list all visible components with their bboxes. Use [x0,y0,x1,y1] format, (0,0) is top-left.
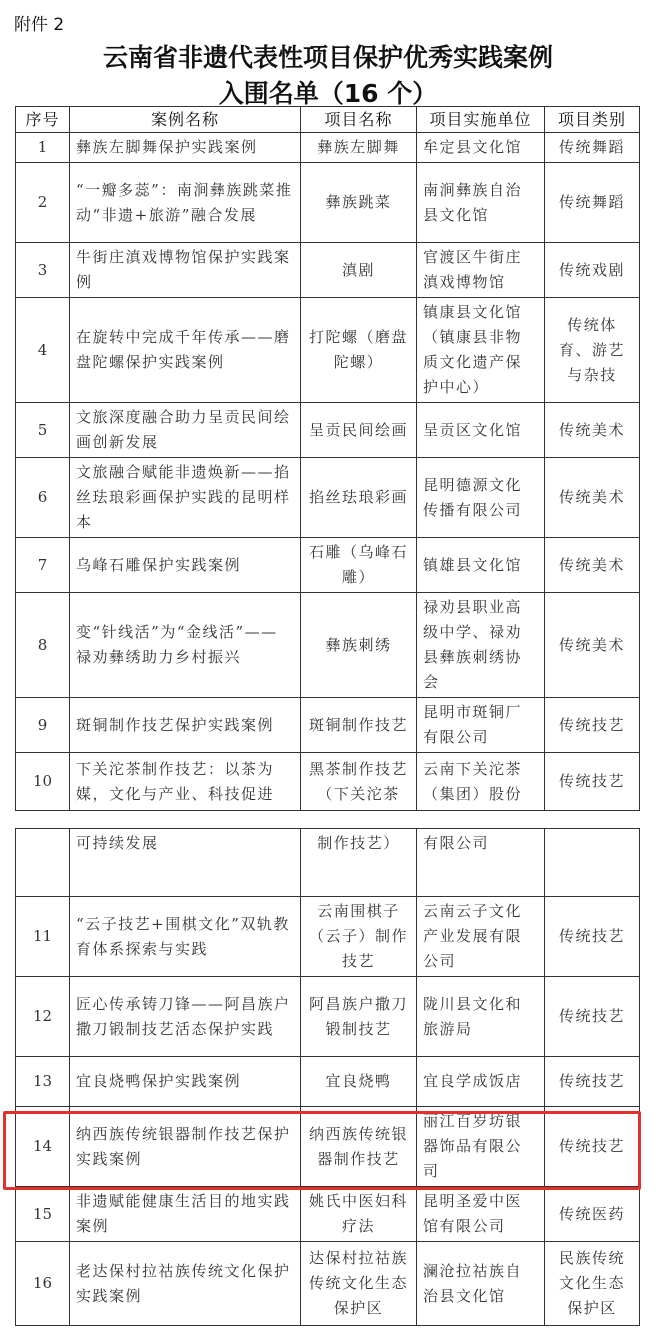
cell-no: 1 [16,133,70,163]
cell-category: 传统体育、游艺与杂技 [545,298,640,403]
cell-category: 传统舞蹈 [545,133,640,163]
cell-category: 传统美术 [545,593,640,698]
cell-no: 6 [16,458,70,538]
cell-category: 传统医药 [545,1187,640,1242]
table-header-row [16,107,640,133]
cell-project-name: 打陀螺（磨盘陀螺） [301,298,417,403]
cell-case-name: “一瓣多蕊”：南涧彝族跳菜推动“非遗+旅游”融合发展 [70,163,301,243]
cell-project-name: 掐丝珐琅彩画 [301,458,417,538]
table-row [16,163,640,243]
cell-project-name: 彝族刺绣 [301,593,417,698]
cell-case-name: 文旅深度融合助力呈贡民间绘画创新发展 [70,403,301,458]
cell-case-name: “云子技艺+围棋文化”双轨教育体系探索与实践 [70,897,301,977]
table-row [16,1242,640,1326]
cell-project-name: 宜良烧鸭 [301,1057,417,1107]
cell-case-name: 斑铜制作技艺保护实践案例 [70,698,301,753]
cell-category: 传统技艺 [545,698,640,753]
header-unit: 项目实施单位 [417,107,545,133]
cell-no: 3 [16,243,70,298]
cell-category: 传统技艺 [545,1057,640,1107]
table-row [16,1187,640,1242]
cell-case-name: 彝族左脚舞保护实践案例 [70,133,301,163]
page-break [0,818,656,828]
table-row [16,243,640,298]
cell-no: 14 [16,1107,70,1187]
cell-project-name: 纳西族传统银器制作技艺 [301,1107,417,1187]
cell-no: 8 [16,593,70,698]
table-row [16,1057,640,1107]
cell-unit: 镇康县文化馆（镇康县非物质文化遗产保护中心） [417,298,545,403]
cell-no: 7 [16,538,70,593]
cell-unit: 丽江百岁坊银器饰品有限公司 [417,1107,545,1187]
cell-case-name: 匠心传承铸刀锋——阿昌族户撒刀锻制技艺活态保护实践 [70,977,301,1057]
cell-project-name: 姚氏中医妇科疗法 [301,1187,417,1242]
cell-unit: 有限公司 [417,829,545,897]
cell-case-name: 乌峰石雕保护实践案例 [70,538,301,593]
table-row [16,753,640,811]
cell-project-name: 制作技艺） [301,829,417,897]
table-row [16,977,640,1057]
cell-case-name: 下关沱茶制作技艺：以茶为媒，文化与产业、科技促进 [70,753,301,811]
cell-case-name: 牛街庄滇戏博物馆保护实践案例 [70,243,301,298]
table-row [16,698,640,753]
header-no: 序号 [16,107,70,133]
cell-unit: 镇雄县文化馆 [417,538,545,593]
cell-category: 传统技艺 [545,753,640,811]
cell-project-name: 彝族跳菜 [301,163,417,243]
table-row [16,829,640,897]
cell-project-name: 斑铜制作技艺 [301,698,417,753]
cell-no: 5 [16,403,70,458]
cell-case-name: 非遗赋能健康生活目的地实践案例 [70,1187,301,1242]
case-list-table [15,106,640,811]
table-row [16,133,640,163]
cell-unit: 昆明市斑铜厂有限公司 [417,698,545,753]
header-category: 项目类别 [545,107,640,133]
cell-category: 传统舞蹈 [545,163,640,243]
cell-unit: 牟定县文化馆 [417,133,545,163]
cell-category: 传统美术 [545,403,640,458]
header-case-name: 案例名称 [70,107,301,133]
cell-unit: 澜沧拉祜族自治县文化馆 [417,1242,545,1326]
cell-unit: 云南下关沱茶（集团）股份 [417,753,545,811]
page-subtitle: 入围名单（16 个） [218,79,438,108]
cell-case-name: 宜良烧鸭保护实践案例 [70,1057,301,1107]
cell-category: 传统美术 [545,538,640,593]
cell-no: 15 [16,1187,70,1242]
cell-no: 4 [16,298,70,403]
cell-project-name: 彝族左脚舞 [301,133,417,163]
cell-case-name: 可持续发展 [70,829,301,897]
table-row [16,458,640,538]
cell-category: 民族传统文化生态保护区 [545,1242,640,1326]
cell-no: 9 [16,698,70,753]
table-row [16,298,640,403]
table-row [16,403,640,458]
cell-unit: 陇川县文化和旅游局 [417,977,545,1057]
table-row [16,897,640,977]
cell-project-name: 阿昌族户撒刀锻制技艺 [301,977,417,1057]
table-row [16,593,640,698]
cell-unit: 南涧彝族自治县文化馆 [417,163,545,243]
attachment-label: 附件 2 [14,15,65,35]
cell-category [545,829,640,897]
table-body-continued [16,829,640,1326]
cell-case-name: 变“针线活”为“金线活”——禄劝彝绣助力乡村振兴 [70,593,301,698]
cell-category: 传统技艺 [545,897,640,977]
table-body [16,133,640,811]
table-row [16,538,640,593]
cell-unit: 宜良学成饭店 [417,1057,545,1107]
cell-case-name: 在旋转中完成千年传承——磨盘陀螺保护实践案例 [70,298,301,403]
highlight-box [3,1111,641,1190]
cell-unit: 禄劝县职业高级中学、禄劝县彝族刺绣协会 [417,593,545,698]
cell-case-name: 文旅融合赋能非遗焕新——掐丝珐琅彩画保护实践的昆明样本 [70,458,301,538]
case-list-table-continued [15,828,640,1326]
cell-category: 传统戏剧 [545,243,640,298]
cell-project-name: 达保村拉祜族传统文化生态保护区 [301,1242,417,1326]
cell-project-name: 呈贡民间绘画 [301,403,417,458]
cell-unit: 昆明圣爱中医馆有限公司 [417,1187,545,1242]
cell-project-name: 云南围棋子（云子）制作技艺 [301,897,417,977]
cell-category: 传统技艺 [545,1107,640,1187]
cell-project-name: 滇剧 [301,243,417,298]
cell-unit: 官渡区牛街庄滇戏博物馆 [417,243,545,298]
cell-no [16,829,70,897]
cell-case-name: 老达保村拉祜族传统文化保护实践案例 [70,1242,301,1326]
cell-project-name: 黑茶制作技艺（下关沱茶 [301,753,417,811]
cell-case-name: 纳西族传统银器制作技艺保护实践案例 [70,1107,301,1187]
cell-no: 13 [16,1057,70,1107]
cell-no: 2 [16,163,70,243]
cell-category: 传统美术 [545,458,640,538]
cell-no: 16 [16,1242,70,1326]
cell-category: 传统技艺 [545,977,640,1057]
page-title: 云南省非遗代表性项目保护优秀实践案例 [102,43,553,72]
cell-unit: 呈贡区文化馆 [417,403,545,458]
cell-project-name: 石雕（乌峰石雕） [301,538,417,593]
cell-no: 10 [16,753,70,811]
cell-unit: 云南云子文化产业发展有限公司 [417,897,545,977]
cell-no: 12 [16,977,70,1057]
cell-unit: 昆明德源文化传播有限公司 [417,458,545,538]
header-project-name: 项目名称 [301,107,417,133]
cell-no: 11 [16,897,70,977]
